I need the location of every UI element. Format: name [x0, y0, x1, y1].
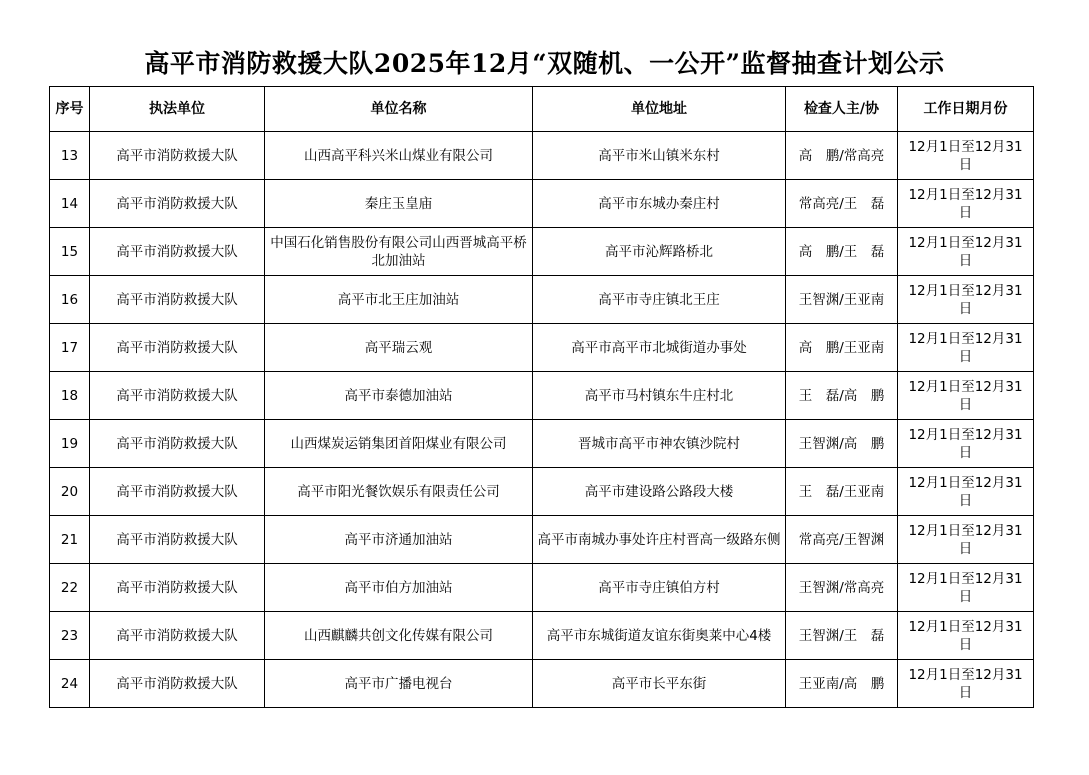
- cell-inspectors: 高 鹏/常高亮: [786, 132, 898, 180]
- cell-inspectors: 王智渊/王亚南: [786, 276, 898, 324]
- cell-work-date: 12月1日至12月31日: [898, 132, 1034, 180]
- cell-unit-name: 高平瑞云观: [265, 324, 533, 372]
- table-row: [50, 660, 1034, 708]
- cell-unit-name: 山西麒麟共创文化传媒有限公司: [265, 612, 533, 660]
- cell-serial-no: 24: [50, 660, 90, 708]
- header-serial-no: 序号: [50, 87, 90, 132]
- cell-serial-no: 18: [50, 372, 90, 420]
- cell-serial-no: 21: [50, 516, 90, 564]
- cell-inspectors: 王 磊/王亚南: [786, 468, 898, 516]
- cell-unit-name: 高平市北王庄加油站: [265, 276, 533, 324]
- cell-work-date: 12月1日至12月31日: [898, 516, 1034, 564]
- header-inspectors: 检查人主/协: [786, 87, 898, 132]
- cell-unit-name: 中国石化销售股份有限公司山西晋城高平桥北加油站: [265, 228, 533, 276]
- cell-unit-address: 高平市寺庄镇伯方村: [533, 564, 786, 612]
- cell-work-date: 12月1日至12月31日: [898, 276, 1034, 324]
- table-row: [50, 276, 1034, 324]
- cell-inspectors: 王 磊/高 鹏: [786, 372, 898, 420]
- cell-enforcement-unit: 高平市消防救援大队: [90, 324, 265, 372]
- cell-unit-name: 高平市阳光餐饮娱乐有限责任公司: [265, 468, 533, 516]
- cell-work-date: 12月1日至12月31日: [898, 324, 1034, 372]
- cell-unit-name: 山西高平科兴米山煤业有限公司: [265, 132, 533, 180]
- table-row: [50, 420, 1034, 468]
- cell-enforcement-unit: 高平市消防救援大队: [90, 420, 265, 468]
- table-header-row: [50, 87, 1034, 132]
- cell-serial-no: 23: [50, 612, 90, 660]
- cell-unit-address: 高平市高平市北城街道办事处: [533, 324, 786, 372]
- cell-unit-address: 高平市沁辉路桥北: [533, 228, 786, 276]
- table-row: [50, 132, 1034, 180]
- table-row: [50, 516, 1034, 564]
- cell-work-date: 12月1日至12月31日: [898, 660, 1034, 708]
- cell-unit-address: 高平市长平东街: [533, 660, 786, 708]
- cell-unit-address: 高平市南城办事处许庄村晋高一级路东侧: [533, 516, 786, 564]
- cell-unit-name: 高平市济通加油站: [265, 516, 533, 564]
- cell-unit-name: 高平市泰德加油站: [265, 372, 533, 420]
- cell-serial-no: 13: [50, 132, 90, 180]
- cell-unit-address: 高平市米山镇米东村: [533, 132, 786, 180]
- cell-unit-name: 高平市伯方加油站: [265, 564, 533, 612]
- cell-unit-address: 高平市寺庄镇北王庄: [533, 276, 786, 324]
- table-row: [50, 228, 1034, 276]
- cell-work-date: 12月1日至12月31日: [898, 228, 1034, 276]
- cell-serial-no: 16: [50, 276, 90, 324]
- cell-work-date: 12月1日至12月31日: [898, 468, 1034, 516]
- cell-serial-no: 19: [50, 420, 90, 468]
- cell-enforcement-unit: 高平市消防救援大队: [90, 612, 265, 660]
- table-row: [50, 324, 1034, 372]
- cell-enforcement-unit: 高平市消防救援大队: [90, 468, 265, 516]
- cell-inspectors: 王智渊/常高亮: [786, 564, 898, 612]
- inspection-plan-table: [49, 86, 1034, 708]
- table-row: [50, 180, 1034, 228]
- header-unit-name: 单位名称: [265, 87, 533, 132]
- cell-unit-address: 高平市东城办秦庄村: [533, 180, 786, 228]
- cell-enforcement-unit: 高平市消防救援大队: [90, 180, 265, 228]
- header-unit-address: 单位地址: [533, 87, 786, 132]
- cell-unit-name: 秦庄玉皇庙: [265, 180, 533, 228]
- header-work-date: 工作日期月份: [898, 87, 1034, 132]
- table-row: [50, 468, 1034, 516]
- cell-unit-address: 晋城市高平市神农镇沙院村: [533, 420, 786, 468]
- cell-enforcement-unit: 高平市消防救援大队: [90, 660, 265, 708]
- cell-enforcement-unit: 高平市消防救援大队: [90, 276, 265, 324]
- cell-serial-no: 14: [50, 180, 90, 228]
- table-row: [50, 612, 1034, 660]
- page-title: 高平市消防救援大队2025年12月“双随机、一公开”监督抽查计划公示: [144, 49, 945, 78]
- cell-enforcement-unit: 高平市消防救援大队: [90, 516, 265, 564]
- cell-inspectors: 常高亮/王 磊: [786, 180, 898, 228]
- cell-work-date: 12月1日至12月31日: [898, 612, 1034, 660]
- cell-unit-name: 山西煤炭运销集团首阳煤业有限公司: [265, 420, 533, 468]
- cell-serial-no: 17: [50, 324, 90, 372]
- header-enforcement-unit: 执法单位: [90, 87, 265, 132]
- cell-inspectors: 高 鹏/王亚南: [786, 324, 898, 372]
- cell-inspectors: 王智渊/王 磊: [786, 612, 898, 660]
- cell-inspectors: 高 鹏/王 磊: [786, 228, 898, 276]
- cell-serial-no: 15: [50, 228, 90, 276]
- cell-work-date: 12月1日至12月31日: [898, 180, 1034, 228]
- cell-unit-address: 高平市建设路公路段大楼: [533, 468, 786, 516]
- table-row: [50, 564, 1034, 612]
- cell-unit-address: 高平市马村镇东牛庄村北: [533, 372, 786, 420]
- cell-work-date: 12月1日至12月31日: [898, 420, 1034, 468]
- cell-inspectors: 常高亮/王智渊: [786, 516, 898, 564]
- cell-inspectors: 王智渊/高 鹏: [786, 420, 898, 468]
- cell-serial-no: 22: [50, 564, 90, 612]
- cell-enforcement-unit: 高平市消防救援大队: [90, 564, 265, 612]
- cell-unit-address: 高平市东城街道友谊东街奥莱中心4楼: [533, 612, 786, 660]
- table-row: [50, 372, 1034, 420]
- cell-unit-name: 高平市广播电视台: [265, 660, 533, 708]
- cell-enforcement-unit: 高平市消防救援大队: [90, 132, 265, 180]
- cell-work-date: 12月1日至12月31日: [898, 564, 1034, 612]
- cell-serial-no: 20: [50, 468, 90, 516]
- cell-enforcement-unit: 高平市消防救援大队: [90, 228, 265, 276]
- cell-enforcement-unit: 高平市消防救援大队: [90, 372, 265, 420]
- cell-work-date: 12月1日至12月31日: [898, 372, 1034, 420]
- cell-inspectors: 王亚南/高 鹏: [786, 660, 898, 708]
